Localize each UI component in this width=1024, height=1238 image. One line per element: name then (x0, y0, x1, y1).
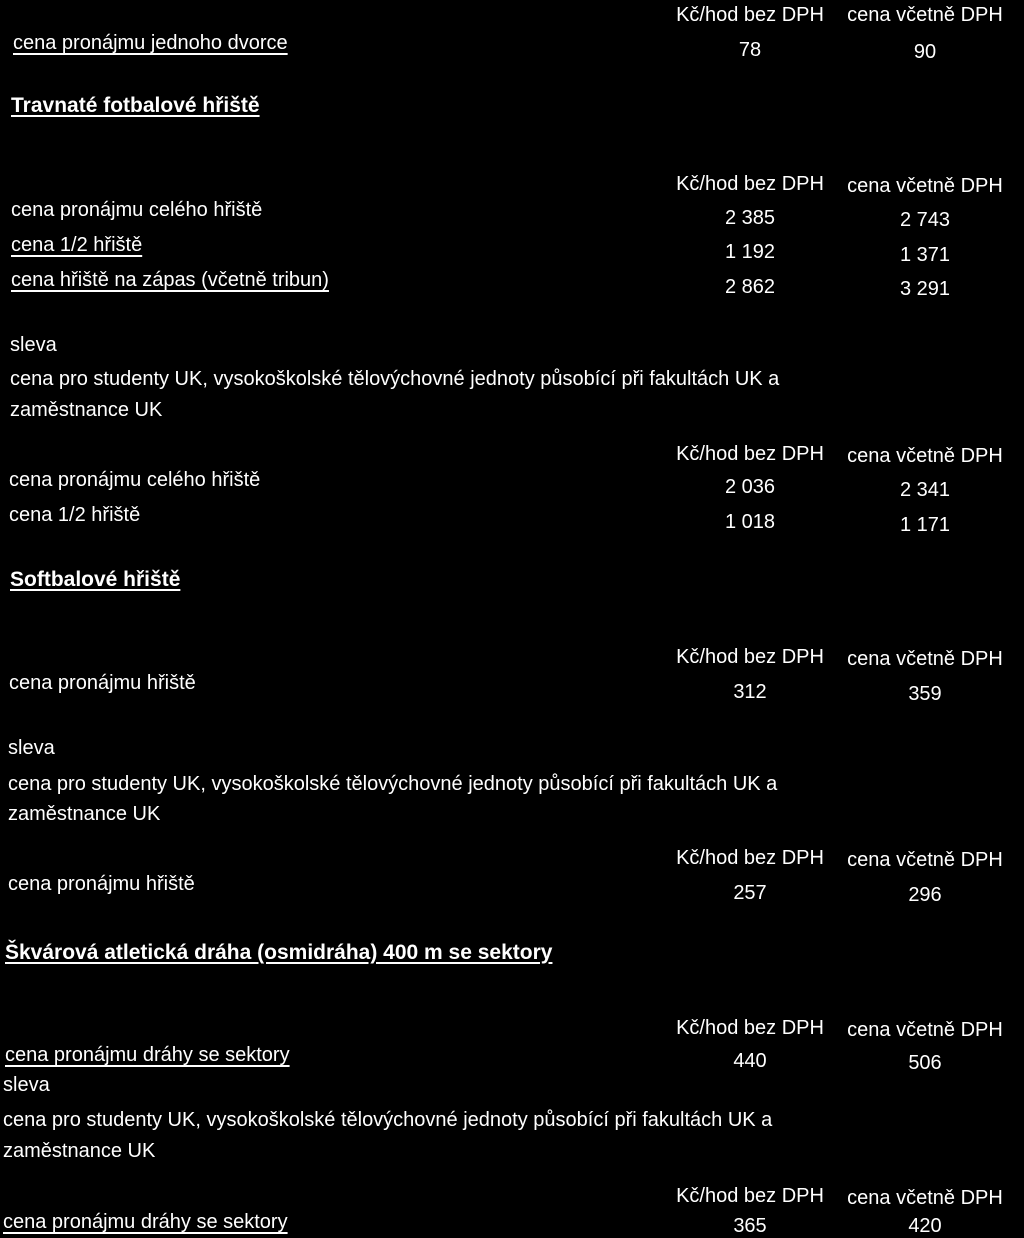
softball-discount-col-header-with-vat: cena včetně DPH (847, 849, 1003, 871)
track-col-header-with-vat: cena včetně DPH (847, 1019, 1003, 1041)
football-row-label: cena pronájmu celého hřiště (11, 199, 263, 221)
football-row-with-vat: 1 371 (899, 244, 951, 266)
softball-discount-row-label: cena pronájmu hřiště (8, 873, 195, 895)
softball-discount-row-without-vat: 257 (733, 882, 767, 904)
track-discount-text-line1: cena pro studenty UK, vysokoškolské tělovýchovné jednoty působící při fakultách UK a (3, 1109, 773, 1131)
track-discount-text-line2: zaměstnance UK (3, 1140, 156, 1162)
softball-col-header-with-vat: cena včetně DPH (847, 648, 1003, 670)
track-row-without-vat: 440 (733, 1050, 767, 1072)
track-row-label: cena pronájmu dráhy se sektory (5, 1044, 290, 1066)
softball-section-title: Softbalové hřiště (10, 568, 181, 591)
football-discount-col-header-with-vat: cena včetně DPH (847, 445, 1003, 467)
football-discount-label: sleva (10, 334, 57, 356)
football-section-title: Travnaté fotbalové hřiště (11, 94, 260, 117)
track-discount-label: sleva (3, 1074, 50, 1096)
football-row-without-vat: 2 862 (724, 276, 776, 298)
football-discount-row-without-vat: 1 018 (724, 511, 776, 533)
football-discount-text-line2: zaměstnance UK (10, 399, 163, 421)
court-row-without-vat: 78 (738, 39, 762, 61)
football-col-header-without-vat: Kč/hod bez DPH (676, 173, 824, 195)
softball-row-without-vat: 312 (733, 681, 767, 703)
track-discount-col-header-with-vat: cena včetně DPH (847, 1187, 1003, 1209)
softball-col-header-without-vat: Kč/hod bez DPH (676, 646, 824, 668)
football-discount-row-without-vat: 2 036 (724, 476, 776, 498)
track-discount-col-header-without-vat: Kč/hod bez DPH (676, 1185, 824, 1207)
softball-row-with-vat: 359 (908, 683, 942, 705)
track-discount-row-label: cena pronájmu dráhy se sektory (3, 1211, 288, 1233)
track-col-header-without-vat: Kč/hod bez DPH (676, 1017, 824, 1039)
football-discount-row-label: cena pronájmu celého hřiště (9, 469, 261, 491)
softball-discount-label: sleva (8, 737, 55, 759)
football-row-label: cena 1/2 hřiště (11, 234, 143, 256)
football-col-header-with-vat: cena včetně DPH (847, 175, 1003, 197)
col-header-without-vat: Kč/hod bez DPH (676, 4, 824, 26)
football-discount-row-label: cena 1/2 hřiště (9, 504, 141, 526)
track-row-with-vat: 506 (908, 1052, 942, 1074)
softball-discount-col-header-without-vat: Kč/hod bez DPH (676, 847, 824, 869)
football-row-with-vat: 2 743 (899, 209, 951, 231)
football-row-with-vat: 3 291 (899, 278, 951, 300)
football-row-without-vat: 1 192 (724, 241, 776, 263)
softball-discount-row-with-vat: 296 (908, 884, 942, 906)
football-discount-row-with-vat: 1 171 (899, 514, 951, 536)
football-row-without-vat: 2 385 (724, 207, 776, 229)
track-section-title: Škvárová atletická dráha (osmidráha) 400 m se sektory (5, 941, 553, 964)
football-discount-col-header-without-vat: Kč/hod bez DPH (676, 443, 824, 465)
football-discount-row-with-vat: 2 341 (899, 479, 951, 501)
col-header-with-vat: cena včetně DPH (847, 4, 1003, 26)
football-row-label: cena hřiště na zápas (včetně tribun) (11, 269, 329, 291)
court-row-label: cena pronájmu jednoho dvorce (13, 32, 288, 54)
football-discount-text-line1: cena pro studenty UK, vysokoškolské tělovýchovné jednoty působící při fakultách UK a (10, 368, 780, 390)
softball-discount-text-line1: cena pro studenty UK, vysokoškolské tělovýchovné jednoty působící při fakultách UK a (8, 773, 778, 795)
track-discount-row-without-vat: 365 (733, 1215, 767, 1237)
softball-row-label: cena pronájmu hřiště (9, 672, 196, 694)
softball-discount-text-line2: zaměstnance UK (8, 803, 161, 825)
track-discount-row-with-vat: 420 (908, 1215, 942, 1237)
court-row-with-vat: 90 (913, 41, 937, 63)
